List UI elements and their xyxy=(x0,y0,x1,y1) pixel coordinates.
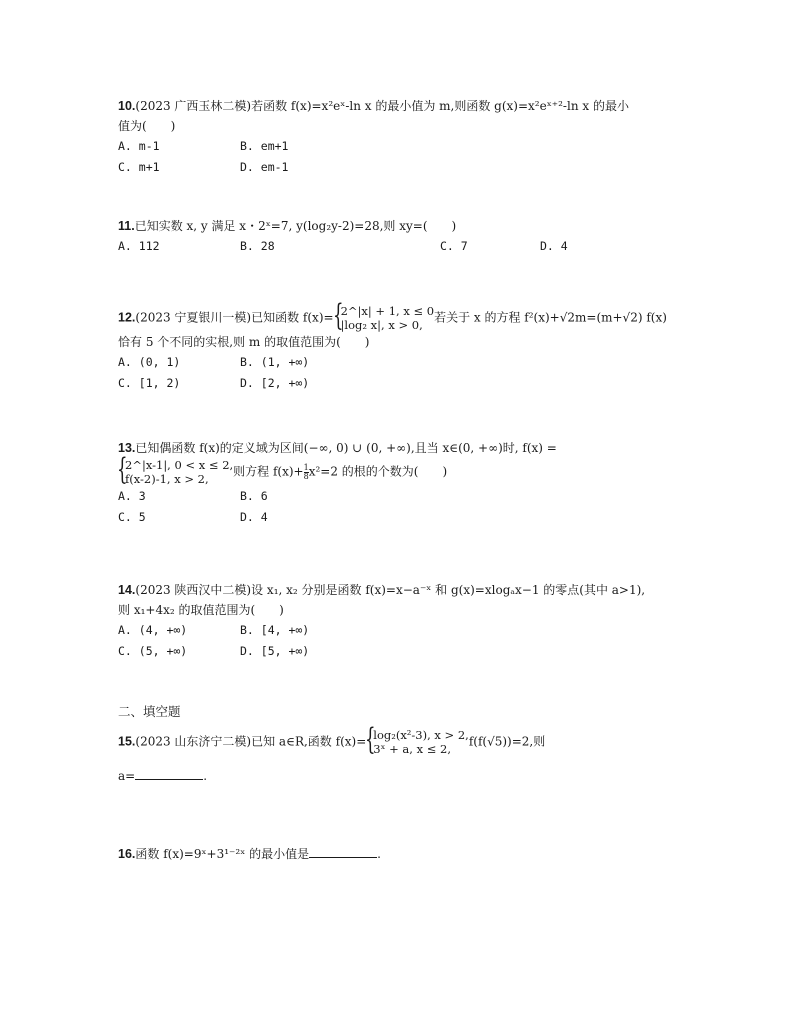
question-11 xyxy=(118,216,698,257)
answer-suffix: . xyxy=(377,847,381,861)
question-text: 已知函数 f(x)= xyxy=(251,310,334,325)
question-15-answer-line xyxy=(118,766,698,786)
question-text: 函数 f(x)=9ˣ+3¹⁻²ˣ 的最小值是 xyxy=(135,847,310,861)
answer-suffix: . xyxy=(203,769,208,783)
option-a: A. (4, +∞) xyxy=(118,623,188,637)
option-b: B. 6 xyxy=(240,489,268,503)
question-12-stem-line1 xyxy=(118,304,698,332)
question-10-options xyxy=(118,136,698,178)
option-d: D. 4 xyxy=(240,510,268,524)
question-source: (2023 山东济宁二模) xyxy=(135,734,252,749)
piece-row-2: |log₂ x|, x > 0, xyxy=(340,318,423,332)
option-a: A. (0, 1) xyxy=(118,355,181,369)
piece-row-2: f(x-2)-1, x > 2, xyxy=(125,472,209,486)
option-c: C. 7 xyxy=(440,239,468,253)
option-d: D. [2, +∞) xyxy=(240,376,310,390)
question-12-options xyxy=(118,352,698,394)
question-number: 11. xyxy=(118,219,135,233)
question-number: 12. xyxy=(118,310,136,325)
question-text-suffix: f(f(√5))=2,则 xyxy=(468,734,546,749)
option-a: A. 112 xyxy=(118,239,160,253)
question-text: 设 x₁, x₂ 分别是函数 f(x)=x−a⁻ˣ 和 g(x)=xlogₐx−1 的零点(其中 a>1), xyxy=(251,583,646,597)
question-16-stem xyxy=(118,844,698,864)
fraction-denominator: 8 xyxy=(303,471,309,481)
question-number: 13. xyxy=(118,441,136,455)
piece-row-2: 3ˣ + a, x ≤ 2, xyxy=(373,742,451,756)
question-text-suffix-a: 则方程 f(x)+ xyxy=(233,464,304,479)
question-16 xyxy=(118,844,698,864)
question-source: (2023 宁夏银川一模) xyxy=(135,310,252,325)
option-d: D. 4 xyxy=(540,239,568,253)
piecewise-function xyxy=(118,458,233,486)
question-text: 已知 a∈R,函数 f(x)= xyxy=(251,734,367,749)
question-14-options xyxy=(118,620,698,662)
question-number: 14. xyxy=(118,583,136,597)
question-text: 若函数 f(x)=x²eˣ-ln x 的最小值为 m,则函数 g(x)=x²eˣ⁺²-ln x 的最小 xyxy=(251,99,629,113)
question-number: 15. xyxy=(118,734,136,749)
option-b: B. [4, +∞) xyxy=(240,623,310,637)
question-number: 16. xyxy=(118,847,136,861)
option-c: C. (5, +∞) xyxy=(118,644,188,658)
question-15-stem-line1 xyxy=(118,728,698,756)
piecewise-function xyxy=(366,728,469,756)
answer-prefix: a= xyxy=(118,769,136,783)
question-10-stem-line2: 值为( ) xyxy=(118,119,176,133)
question-11-options xyxy=(118,236,698,257)
question-source: (2023 陕西汉中二模) xyxy=(135,583,252,597)
option-c: C. m+1 xyxy=(118,160,160,174)
option-a: A. 3 xyxy=(118,489,146,503)
question-source: (2023 广西玉林二模) xyxy=(135,99,252,113)
answer-blank[interactable] xyxy=(135,767,203,780)
option-b: B. 28 xyxy=(240,239,275,253)
option-c: C. 5 xyxy=(118,510,146,524)
question-11-stem xyxy=(118,216,698,236)
question-10-stem-line1 xyxy=(118,96,698,116)
question-14-stem-line1 xyxy=(118,580,698,600)
question-10 xyxy=(118,96,698,178)
question-text: 已知实数 x, y 满足 x・2ˣ=7, y(log₂y-2)=28,则 xy=( ) xyxy=(134,219,457,233)
question-text: 已知偶函数 f(x)的定义域为区间(−∞, 0) ∪ (0, +∞),且当 x∈(0, +∞)时, f(x) = xyxy=(135,441,557,455)
question-text-suffix: 若关于 x 的方程 f²(x)+√2m=(m+√2) f(x) xyxy=(434,310,667,325)
question-number: 10. xyxy=(118,99,136,113)
question-13-stem-line1 xyxy=(118,438,698,458)
option-c: C. [1, 2) xyxy=(118,376,181,390)
fraction-numerator: 1 xyxy=(303,462,309,472)
option-a: A. m-1 xyxy=(118,139,160,153)
question-12 xyxy=(118,304,698,394)
question-text-suffix-b: x²=2 的根的个数为( ) xyxy=(308,464,448,479)
option-b: B. em+1 xyxy=(240,139,289,153)
piece-row-1: { 2^|x-1|, 0 < x ≤ 2, xyxy=(125,458,234,472)
question-14-stem-line2: 则 x₁+4x₂ 的取值范围为( ) xyxy=(118,603,284,617)
question-12-stem-line2: 恰有 5 个不同的实根,则 m 的取值范围为( ) xyxy=(118,335,370,349)
piecewise-function xyxy=(334,304,435,332)
option-d: D. [5, +∞) xyxy=(240,644,310,658)
question-14 xyxy=(118,580,698,662)
question-13-options xyxy=(118,486,698,528)
piece-row-1: { 2^|x| + 1, x ≤ 0 xyxy=(340,304,435,318)
option-b: B. (1, +∞) xyxy=(240,355,310,369)
section-title: 二、填空题 xyxy=(118,704,181,719)
piece-row-1: { log₂(x²-3), x > 2, xyxy=(373,728,469,742)
question-13 xyxy=(118,438,698,528)
answer-blank[interactable] xyxy=(309,845,377,858)
option-d: D. em-1 xyxy=(240,160,289,174)
question-15 xyxy=(118,728,698,786)
question-13-stem-line2 xyxy=(118,458,698,486)
